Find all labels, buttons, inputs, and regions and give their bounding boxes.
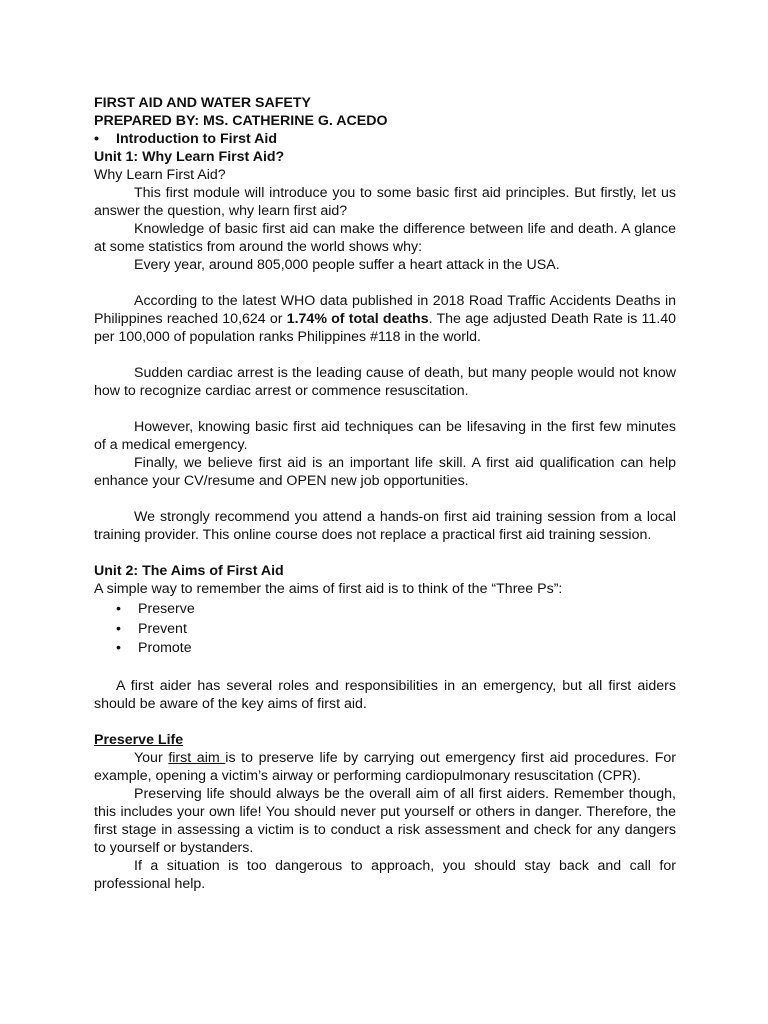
paragraph-12: If a situation is too dangerous to approach, you should stay back and call for professional help. [94, 857, 676, 892]
three-ps-list [94, 600, 676, 659]
paragraph-5: Sudden cardiac arrest is the leading cause of death, but many people would not know how to recognize cardiac arrest or commence resuscitation. [94, 365, 676, 399]
bullet-icon: • [116, 640, 121, 656]
prepared-by: PREPARED BY: MS. CATHERINE G. ACEDO [94, 113, 388, 129]
unit1-heading: Unit 1: Why Learn First Aid? [94, 149, 285, 165]
list-item-text: Preserve [138, 601, 195, 617]
bullet-icon: • [116, 620, 121, 637]
first-aim-underlined: first aim [168, 749, 226, 766]
list-item-text: Promote [138, 640, 192, 656]
paragraph-10-part-b: is to preserve life by carrying out emergency first aid procedures. For example, opening a victim’s airway or performing cardiopulmonary resuscitation (CPR). [94, 749, 677, 784]
bullet-icon: • [94, 131, 99, 147]
intro-bullet-text: Introduction to First Aid [116, 131, 278, 147]
list-item [94, 600, 676, 620]
unit2-intro: A simple way to remember the aims of first aid is to think of the “Three Ps”: [94, 581, 563, 597]
paragraph-4-bold: 1.74% of total deaths [286, 311, 429, 327]
paragraph-10 [94, 749, 676, 785]
paragraph-9: A first aider has several roles and responsibilities in an emergency, but all first aiders should be aware of the key aims of first aid. [94, 677, 676, 712]
paragraph-1: This first module will introduce you to some basic first aid principles. But firstly, let us answer the question, why learn first aid? [94, 185, 676, 219]
preserve-life-heading: Preserve Life [94, 731, 184, 748]
list-item [94, 639, 676, 659]
paragraph-8: We strongly recommend you attend a hands-on first aid training session from a local training provider. This online course does not replace a practical first aid training session. [94, 509, 676, 543]
paragraph-7: Finally, we believe first aid is an important life skill. A first aid qualification can help enhance your CV/resume and OPEN new job opportunities. [94, 455, 676, 489]
list-item [94, 620, 676, 640]
paragraph-4 [94, 292, 676, 346]
paragraph-11: Preserving life should always be the overall aim of all first aiders. Remember though, this includes your own life! You should never put yourself or others in danger. Therefore, the first stage in assessing a victim is to conduct a risk assessment and check for any dangers to yourself or bystanders. [94, 785, 676, 856]
paragraph-4-part-b: . The age adjusted Death Rate is 11.40 per 100,000 of population ranks Philippines #118 in the world. [94, 311, 676, 345]
paragraph-10-part-a: Your [134, 749, 169, 766]
intro-bullet [94, 130, 676, 148]
bullet-icon: • [116, 601, 121, 617]
document-body [94, 94, 676, 893]
list-item-text: Prevent [138, 620, 187, 637]
paragraph-2: Knowledge of basic first aid can make the difference between life and death. A glance at some statistics from around the world shows why: [94, 221, 676, 255]
unit1-subheading: Why Learn First Aid? [94, 167, 226, 183]
paragraph-4-part-a: According to the latest WHO data published in 2018 Road Traffic Accidents Deaths in Philippines reached 10,624 or [94, 293, 676, 327]
paragraph-6: However, knowing basic first aid techniques can be lifesaving in the first few minutes of a medical emergency. [94, 419, 676, 453]
document-title: FIRST AID AND WATER SAFETY [94, 95, 312, 111]
paragraph-3: Every year, around 805,000 people suffer a heart attack in the USA. [134, 257, 560, 273]
unit2-heading: Unit 2: The Aims of First Aid [94, 563, 284, 579]
